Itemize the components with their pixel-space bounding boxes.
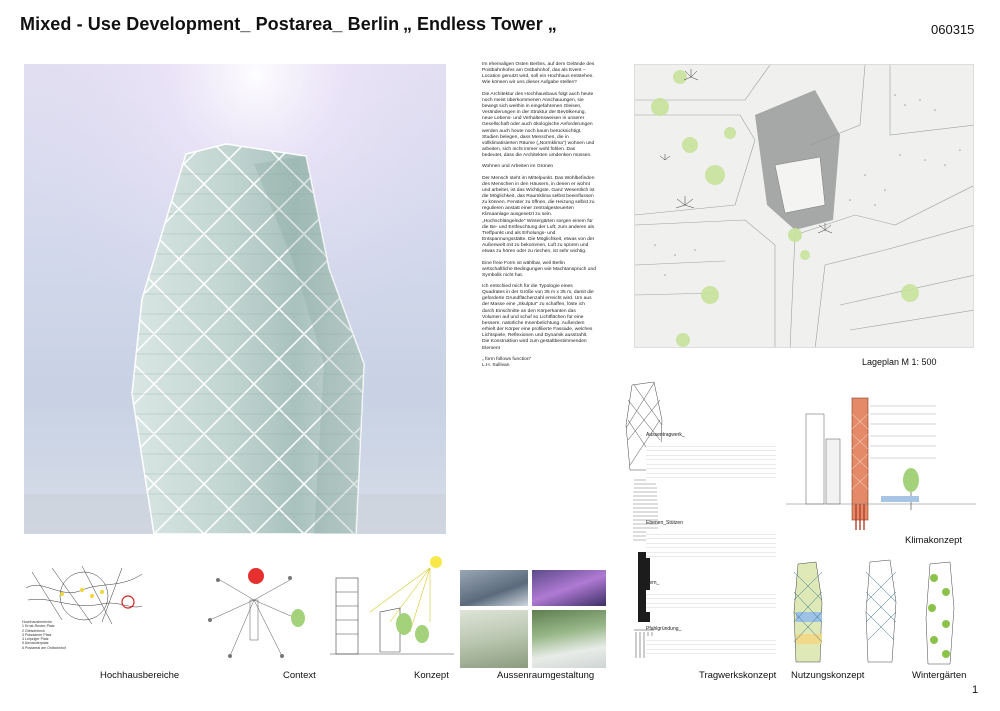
context-diagram xyxy=(190,560,320,668)
map-legend-item: 3 Potsdamer Platz xyxy=(22,632,52,637)
site-plan xyxy=(634,64,974,348)
structure-label: Kern_ xyxy=(646,580,660,586)
quote-author: L.H. Sullivan xyxy=(482,362,510,368)
site-plan-caption: Lageplan M 1: 500 xyxy=(862,357,937,367)
wintergarden-green-diagram xyxy=(920,558,960,668)
text-placeholder xyxy=(646,590,776,612)
description-paragraph: Eine freie Form ist wählbar, weil Berlin wirtschaftliche Bedingungen wie Machtanspruch und Symbolik nicht hat. xyxy=(482,260,596,278)
description-paragraph: Der Mensch steht im Mittelpunkt. Das Wohlbefinden des Menschen in den Häusern, in denen er wohnt und arbeitet, ist das Wichtigste. Ganz Wesentlich ist die Möglichkeit, das Raumklima selbst beeinflussen zu können. Fenster zu öffnen, die Heizung selbst zu regulieren anstatt einer zentralgesteuerten Klimaanlage ausgesetzt zu sein. „Hochschlängelnde“ Wintergärten sorgen einem für die Be- und Entfeuchtung der Luft; zum anderen als Treffpunkt und als Erholungs- und Entspannungsstätte. Die Möglichkeit, etwas von der Außenwelt mit zu bekommen, Luft zu spüren und etwas zu hören oder zu riechen, ist sehr wichtig. xyxy=(482,175,595,255)
structure-label: Pfahlgründung_ xyxy=(646,626,682,632)
structure-label: Ebenen_Stützen xyxy=(646,520,683,526)
section-heading: Wohnen und Arbeiten im Grünen xyxy=(482,164,554,170)
quote: „ form follows function“ xyxy=(482,356,532,362)
caption-nutzung: Nutzungskonzept xyxy=(791,670,865,681)
outdoor-photo xyxy=(532,610,606,668)
caption-klimakonzept: Klimakonzept xyxy=(905,535,963,546)
caption-wintergarten: Wintergärten xyxy=(912,670,967,681)
site-plan-graphic xyxy=(635,65,974,348)
high-rise-map-graphic xyxy=(22,560,146,668)
map-legend-item: 6 Postareal am Ostbahnhof xyxy=(22,645,66,650)
usage-concept xyxy=(788,552,848,667)
concept-sketch xyxy=(330,552,454,668)
outdoor-photo xyxy=(460,610,528,668)
high-rise-map xyxy=(22,560,146,668)
tower-rendering-graphic xyxy=(24,64,446,534)
climate-concept xyxy=(786,384,976,534)
map-legend xyxy=(22,620,146,650)
climate-diagram xyxy=(786,384,976,534)
wintergarden-structure-diagram xyxy=(862,552,902,667)
structure-label: Aussentragwerk_ xyxy=(646,432,685,438)
concept-sketch-graphic xyxy=(330,552,454,668)
description-paragraph: Ich entschied mich für die Typologie eines Quadrates in der Größe von 35 m x 35 m, damit die geforderte Grundflächenzahl erreicht wird. Um aus der Masse eine „Skulptur“ zu schaffen, löste ich durch Einschnitte an den Körperkanten das Volumen auf und schuf so Lichtflächen für eine bessere, natürliche Innenbelichtung. Außerdem erhielt der Körper eine profilierte Fassade, welches Lichtspiele, Reflexionen und Dynamik ausstrahlt. Die Konstruktion wird zum gestaltbestimmenden Element xyxy=(482,284,594,351)
map-legend-item: 4 Leipziger Platz xyxy=(22,637,49,642)
project-subtitle: „ Endless Tower „ xyxy=(403,14,557,34)
caption-context: Context xyxy=(283,670,316,681)
outdoor-photo xyxy=(532,570,606,606)
caption-tragwerk: Tragwerkskonzept xyxy=(699,670,777,681)
wintergarden-structure xyxy=(862,552,902,667)
map-legend-item: 5 Alexanderplatz xyxy=(22,641,49,646)
page-number: 1 xyxy=(972,684,979,696)
outdoor-photo xyxy=(460,570,528,606)
wintergarden-green xyxy=(920,558,960,668)
caption-aussenraum: Aussenraumgestaltung xyxy=(497,670,595,681)
text-placeholder xyxy=(646,530,776,558)
text-placeholder xyxy=(646,442,776,482)
description-paragraph: Im ehemaligen Osten Berlins, auf dem Gelände des Postbahnhofes am Ostbahnhof, das als Event – Location genutzt wird, soll ein Hochhaus entstehen. Wie können wir uns dieser Aufgabe stellen? xyxy=(482,62,595,86)
structure-concept xyxy=(624,380,780,665)
context-diagram-graphic xyxy=(190,560,320,668)
text-placeholder xyxy=(646,636,776,658)
map-legend-item: 2 Gleisdreieck xyxy=(22,628,45,633)
outdoor-space-photos xyxy=(460,570,606,670)
page-title: Mixed - Use Development_ Postarea_ Berlin xyxy=(20,14,400,34)
usage-diagram xyxy=(788,552,848,667)
caption-konzept: Konzept xyxy=(414,670,449,681)
caption-hochhausbereiche: Hochhausbereiche xyxy=(100,670,180,681)
project-description xyxy=(482,62,596,374)
project-code: 060315 xyxy=(931,22,975,37)
description-paragraph: Die Architektur des Hochhausbaus folgt auch heute noch meist überkommenen Anschauungen, sie bewegt sich weithin in eingefahrenen Gleisen, Veränderungen in der Struktur der Bevölkerung, neue Lebens- und Verhaltensweisen in unserer Gesellschaft oder auch ökologische Anforderungen werden auch heute noch kaum berücksichtigt. Studien belegen, dass Menschen, die in vollklimatisierten Räume („Normklima“) wohnen und arbeiten, sich nicht immer wohl fühlen. Das bedeutet, dass die Architekten umdenken müssen. xyxy=(482,91,595,159)
map-legend-title: Hochhausbereiche xyxy=(22,620,52,624)
map-legend-item: 1 Ernst-Reuter-Platz xyxy=(22,624,55,629)
tower-rendering xyxy=(24,64,446,534)
